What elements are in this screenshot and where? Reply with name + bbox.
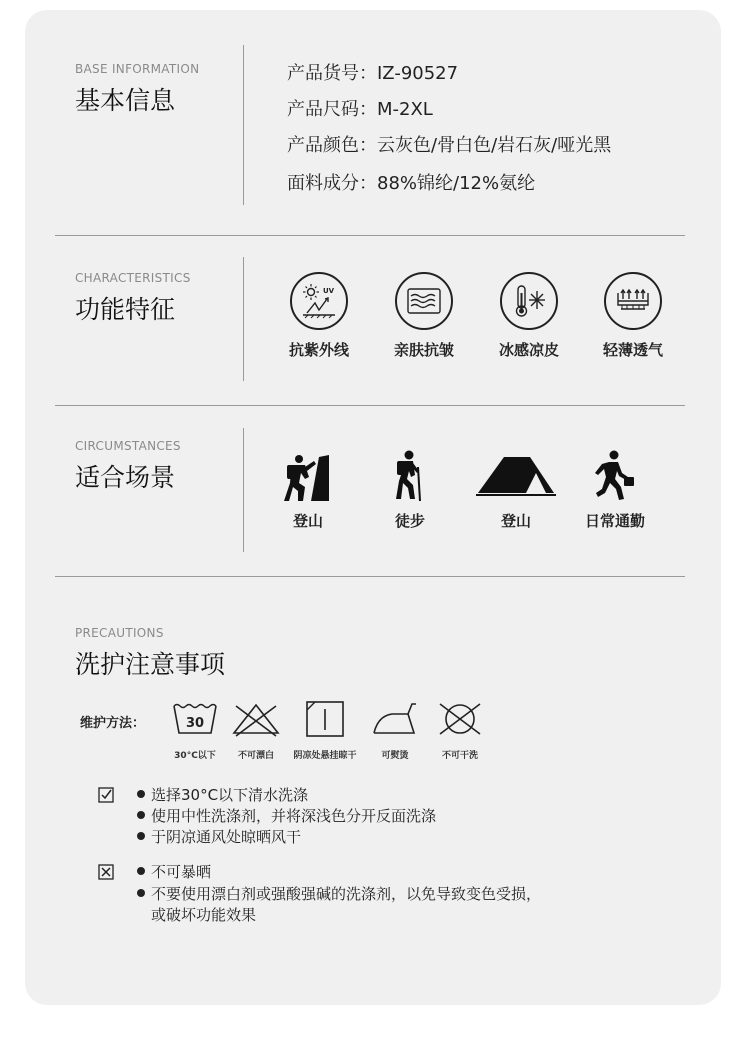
no-dry-clean-icon [434,700,486,738]
section-en-title-precautions: PRECAUTIONS [75,626,164,640]
vertical-divider [243,428,244,552]
section-title-circumstances: 适合场景 [75,463,176,492]
section-en-title-base: BASE INFORMATION [75,62,200,76]
care-do-item: 选择30°C以下清水洗涤 [137,784,308,805]
care-do-item: 使用中性洗涤剂，并将深浅色分开反面洗涤 [137,805,436,826]
info-row-size: 产品尺码：M-2XL [287,99,433,120]
feature-label: 亲肤抗皱 [393,341,454,359]
commuter-walking-icon [555,448,675,504]
section-en-title-characteristics: CHARACTERISTICS [75,271,191,285]
vertical-divider [243,257,244,381]
feature-label: 抗紫外线 [288,341,349,359]
care-dont-item: 不要使用漂白剂或强酸强碱的洗涤剂，以免导致变色受损， [137,883,541,904]
section-title-precautions: 洗护注意事项 [75,650,226,679]
thermometer-snowflake-icon [500,272,558,330]
wave-lines-icon [395,272,453,330]
feature-uv [259,272,379,360]
uv-protection-icon [290,272,348,330]
hiking-person-icon [350,448,470,504]
section-divider [55,235,685,236]
feature-cooling [469,272,589,360]
care-wash-30 [163,700,227,761]
scene-label: 日常通勤 [584,512,645,530]
hang-dry-shade-icon [303,700,347,738]
bullet-icon [137,790,145,798]
checkbox-crossed-icon [98,864,114,880]
iron-icon [370,700,420,738]
care-do-item: 于阴凉通风处晾晒风干 [137,826,301,847]
bullet-icon [137,889,145,897]
section-title-base: 基本信息 [75,86,176,115]
no-bleach-icon [230,700,282,738]
scene-commute [555,448,675,531]
info-row-fabric: 面料成分：88%锦纶/12%氨纶 [287,173,536,194]
feature-label: 冰感凉皮 [498,341,559,359]
care-method-label: 维护方法： [80,716,146,731]
uv-text: UV [323,287,335,295]
care-label: 不可漂白 [237,751,274,761]
section-divider [55,576,685,577]
feature-breathable [573,272,693,360]
feature-skin-friendly [364,272,484,360]
care-iron [363,700,427,761]
section-title-characteristics: 功能特征 [75,295,176,324]
care-label: 不可干洗 [441,751,478,761]
vertical-divider [243,45,244,205]
care-label: 阴凉处悬挂晾干 [293,751,357,761]
care-label: 30°C以下 [174,751,216,761]
checkbox-checked-icon [98,787,114,803]
scene-label: 登山 [500,512,531,530]
breathable-fabric-icon [604,272,662,330]
scene-label: 徒步 [394,512,425,530]
bullet-icon [137,811,145,819]
bullet-icon [137,867,145,875]
wash-30-icon [170,700,220,738]
care-label: 可熨烫 [381,751,409,761]
care-hang-dry [293,700,357,761]
care-dont-item: 不可暴晒 [137,861,211,882]
info-row-sku: 产品货号：IZ-90527 [287,63,459,84]
care-dont-item-continued: 或破坏功能效果 [151,906,257,924]
bullet-icon [137,832,145,840]
info-row-color: 产品颜色：云灰色/骨白色/岩石灰/哑光黑 [287,135,612,156]
care-no-bleach [224,700,288,761]
section-divider [55,405,685,406]
section-en-title-circumstances: CIRCUMSTANCES [75,439,181,453]
scene-hiking [350,448,470,531]
wash-temperature: 30 [185,716,205,731]
care-no-dry-clean [428,700,492,761]
scene-label: 登山 [292,512,323,530]
feature-label: 轻薄透气 [602,341,663,359]
